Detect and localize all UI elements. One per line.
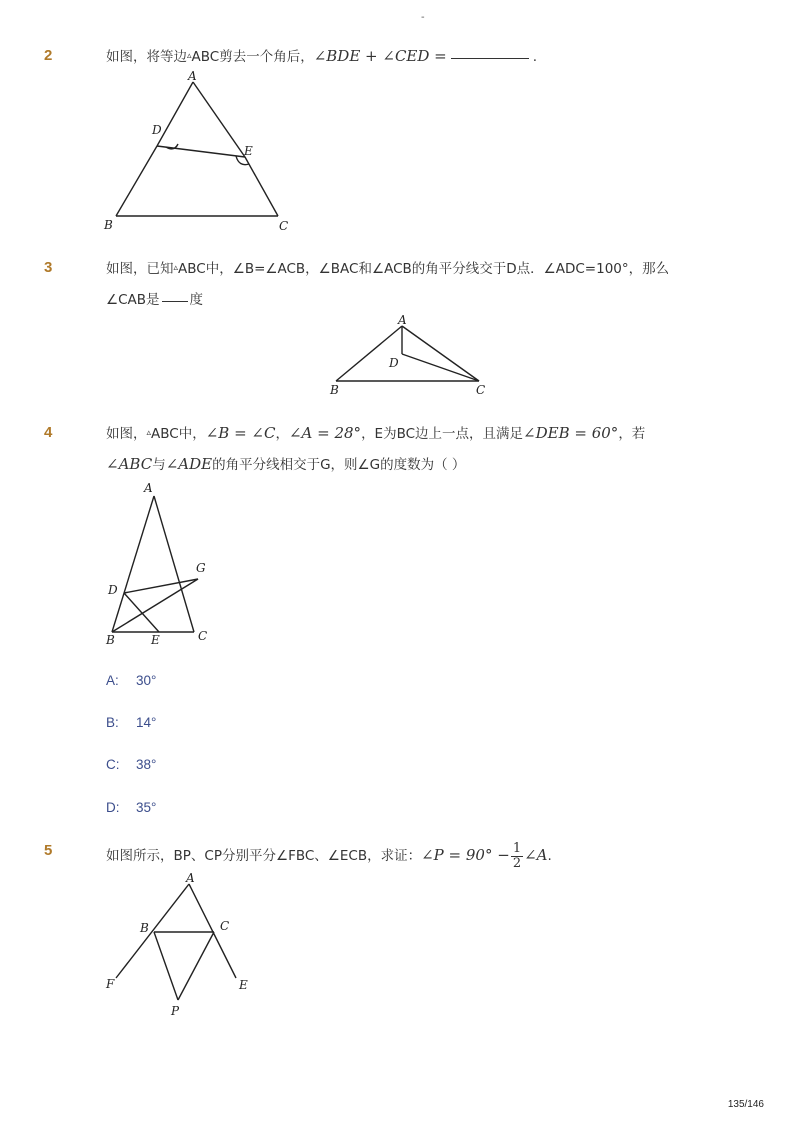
label-C: C — [279, 219, 289, 233]
math-expression: ∠ADE — [165, 455, 213, 473]
question-text — [106, 258, 669, 279]
segment-DE — [157, 146, 245, 157]
label-D: D — [108, 583, 118, 597]
segment-AE — [193, 82, 245, 157]
answer-blank[interactable] — [451, 58, 529, 59]
math-expression: ∠P = 90° − — [421, 846, 510, 864]
option-b[interactable] — [106, 715, 156, 730]
label-B: B — [104, 218, 113, 232]
text: ABC中， — [151, 426, 206, 442]
text: ∠CAB是 — [106, 292, 160, 308]
text: 的角平分线相交于G，则∠G的度数为（ ） — [212, 457, 466, 473]
math-expression: ∠BDE + ∠CED = — [313, 47, 447, 65]
question-text-line2 — [106, 290, 203, 310]
label-D: D — [152, 123, 162, 137]
text: ABC剪去一个角后， — [191, 49, 314, 65]
option-value: 35° — [136, 800, 157, 815]
option-label: A: — [106, 673, 119, 688]
segment-AC — [154, 496, 194, 632]
question-text — [106, 423, 645, 444]
text: 如图，将等边 — [106, 49, 187, 65]
fraction-numerator: 1 — [512, 840, 522, 856]
text: 如图， — [106, 426, 147, 442]
label-D: D — [389, 356, 399, 370]
text: 与 — [152, 457, 166, 473]
fraction — [511, 842, 523, 871]
math-expression: ∠A — [524, 846, 548, 864]
line-A-to-F — [116, 884, 189, 978]
label-B: B — [140, 921, 149, 935]
math-expression: ∠A = 28° — [288, 424, 362, 442]
label-C: C — [476, 383, 486, 397]
segment-DB — [116, 146, 157, 216]
label-A: A — [186, 871, 195, 885]
label-C: C — [198, 629, 208, 643]
triangle-symbol: ▵ — [187, 51, 192, 61]
label-E: E — [244, 144, 253, 158]
question-number: 5 — [44, 842, 53, 859]
label-E: E — [151, 633, 160, 646]
fraction-denominator: 2 — [512, 855, 522, 871]
label-A: A — [188, 69, 197, 83]
text: ABC中，∠B=∠ACB，∠BAC和∠ACB的角平分线交于D点．∠ADC=100°，那么 — [178, 261, 670, 277]
text: ，E为BC边上一点，且满足 — [361, 426, 524, 442]
text: . — [532, 49, 538, 65]
text: . — [547, 848, 552, 864]
question-number: 3 — [44, 259, 53, 276]
math-expression: ∠ABC — [106, 455, 153, 473]
label-F: F — [106, 977, 115, 991]
label-E: E — [239, 978, 248, 992]
segment-AB — [336, 326, 402, 381]
option-a[interactable] — [106, 673, 156, 688]
question-number: 2 — [44, 47, 53, 64]
figure-q4 — [98, 474, 228, 646]
text: 如图，已知 — [106, 261, 174, 277]
segment-EC — [245, 157, 278, 216]
option-value: 38° — [136, 757, 157, 772]
segment-AD — [157, 82, 193, 146]
text: ，若 — [618, 426, 646, 442]
text: ， — [275, 426, 289, 442]
label-B: B — [330, 383, 339, 397]
text: 如图所示，BP、CP分别平分∠FBC、∠ECB，求证： — [106, 848, 422, 864]
page-number: 135/146 — [727, 1099, 764, 1110]
option-value: 30° — [136, 673, 157, 688]
figure-q5 — [98, 866, 258, 1021]
triangle-symbol: ▵ — [146, 428, 152, 438]
option-value: 14° — [136, 715, 157, 730]
segment-DC — [402, 354, 479, 381]
triangle-symbol: ▵ — [173, 263, 179, 273]
figure-q2 — [98, 68, 298, 238]
segment-DE — [124, 593, 159, 632]
segment-AB — [112, 496, 154, 632]
text: 度 — [189, 292, 204, 308]
option-label: D: — [106, 800, 120, 815]
question-text — [106, 46, 537, 67]
label-G: G — [196, 561, 206, 575]
segment-AC — [402, 326, 479, 381]
segment-CP — [178, 932, 214, 1000]
option-label: B: — [106, 715, 119, 730]
question-number: 4 — [44, 424, 53, 441]
option-label: C: — [106, 757, 120, 772]
figure-q3 — [322, 310, 502, 402]
answer-blank[interactable] — [162, 301, 188, 302]
label-A: A — [398, 313, 407, 327]
segment-BP — [154, 932, 178, 1000]
label-A: A — [144, 481, 153, 495]
option-d[interactable] — [106, 800, 156, 815]
header-mark: - — [421, 12, 425, 23]
math-expression: ∠DEB = 60° — [523, 424, 619, 442]
label-B: B — [106, 633, 115, 646]
question-text-line2 — [106, 454, 465, 475]
label-C: C — [220, 919, 230, 933]
math-expression: ∠B = ∠C — [205, 424, 276, 442]
option-c[interactable] — [106, 757, 156, 772]
label-P: P — [171, 1004, 180, 1018]
